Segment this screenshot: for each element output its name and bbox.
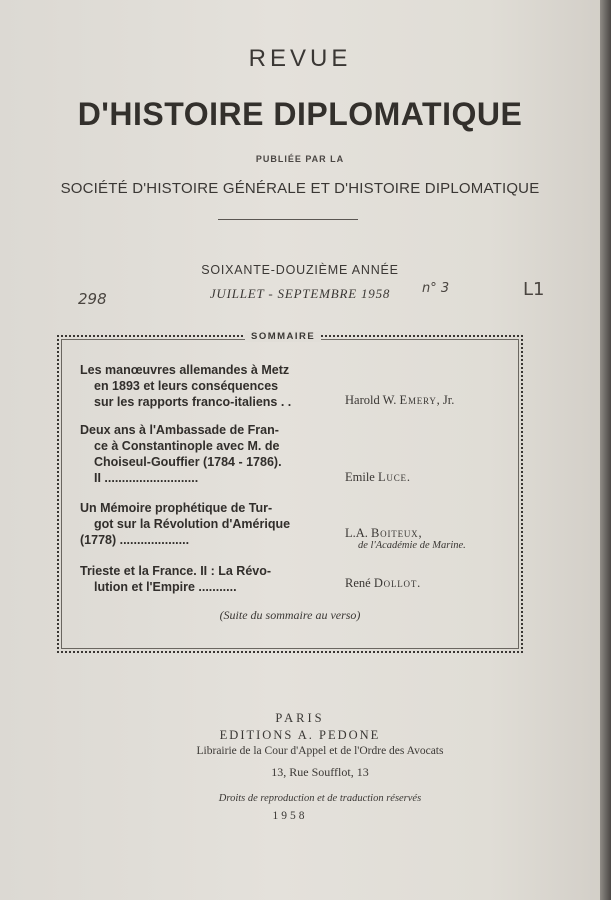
toc-line: II ...........................: [94, 471, 199, 485]
toc-line: en 1893 et leurs conséquences: [94, 379, 279, 393]
toc-entry-author: [345, 526, 422, 541]
handwritten-issue-number: n° 3: [422, 281, 450, 296]
journal-title: D'HISTOIRE DIPLOMATIQUE: [77, 96, 523, 132]
toc-line: Deux ans à l'Ambassade de Fran-: [80, 423, 279, 437]
journal-revue-heading: REVUE: [248, 45, 352, 72]
toc-entry-title: [80, 563, 340, 595]
author-first-name: Emile: [345, 470, 375, 484]
author-suffix: , Jr.: [436, 393, 455, 407]
issue-date: JUILLET - SEPTEMBRE 1958: [209, 286, 391, 301]
publiee-par-la: PUBLIÉE PAR LA: [255, 154, 345, 164]
author-first-name: L.A.: [345, 526, 368, 540]
publisher-address: 13, Rue Soufflot, 13: [271, 765, 369, 779]
toc-entry-author: [345, 393, 454, 408]
rights-notice: Droits de reproduction et de traduction réservés: [218, 793, 422, 804]
handwritten-note-left: 298: [78, 290, 107, 308]
toc-line: Les manœuvres allemandes à Metz: [80, 363, 290, 377]
publication-year: 1958: [272, 810, 308, 822]
author-first-name: René: [345, 576, 371, 590]
author-last-name: Emery: [399, 393, 437, 407]
toc-entry-author: [345, 470, 411, 485]
toc-line: ce à Constantinople avec M. de: [94, 439, 280, 453]
sommaire-continued-note: (Suite du sommaire au verso): [219, 608, 361, 622]
publisher-description: Librairie de la Cour d'Appel et de l'Ordre des Avocats: [196, 745, 444, 757]
sommaire-heading: SOMMAIRE: [245, 331, 321, 342]
author-last-name: Boiteux,: [371, 526, 423, 540]
toc-line: sur les rapports franco-italiens . .: [94, 395, 292, 409]
author-first-name: Harold W.: [345, 393, 397, 407]
title-divider: [218, 219, 358, 220]
toc-line: Un Mémoire prophétique de Tur-: [80, 501, 273, 515]
toc-entry-title: [80, 362, 340, 410]
society-name: SOCIÉTÉ D'HISTOIRE GÉNÉRALE ET D'HISTOIRE DIPLOMATIQUE: [60, 180, 540, 197]
author-last-name: Dollot.: [373, 576, 422, 590]
toc-line: lution et l'Empire ...........: [94, 580, 237, 594]
toc-entry-title: [80, 422, 340, 486]
toc-line: Trieste et la France. II : La Révo-: [80, 564, 272, 578]
publication-city: PARIS: [275, 711, 325, 725]
toc-entry-title: [80, 500, 340, 548]
toc-entry-author: [345, 576, 421, 591]
toc-line: got sur la Révolution d'Amérique: [94, 517, 291, 531]
toc-line: (1778) ....................: [80, 533, 190, 547]
toc-line: Choiseul-Gouffier (1784 - 1786).: [94, 455, 282, 469]
handwritten-note-right: L1: [523, 279, 545, 300]
author-affiliation: de l'Académie de Marine.: [358, 540, 466, 551]
publisher-name: EDITIONS A. PEDONE: [219, 728, 381, 742]
volume-year-label: SOIXANTE-DOUZIÈME ANNÉE: [201, 263, 399, 277]
author-last-name: Luce.: [377, 470, 411, 484]
